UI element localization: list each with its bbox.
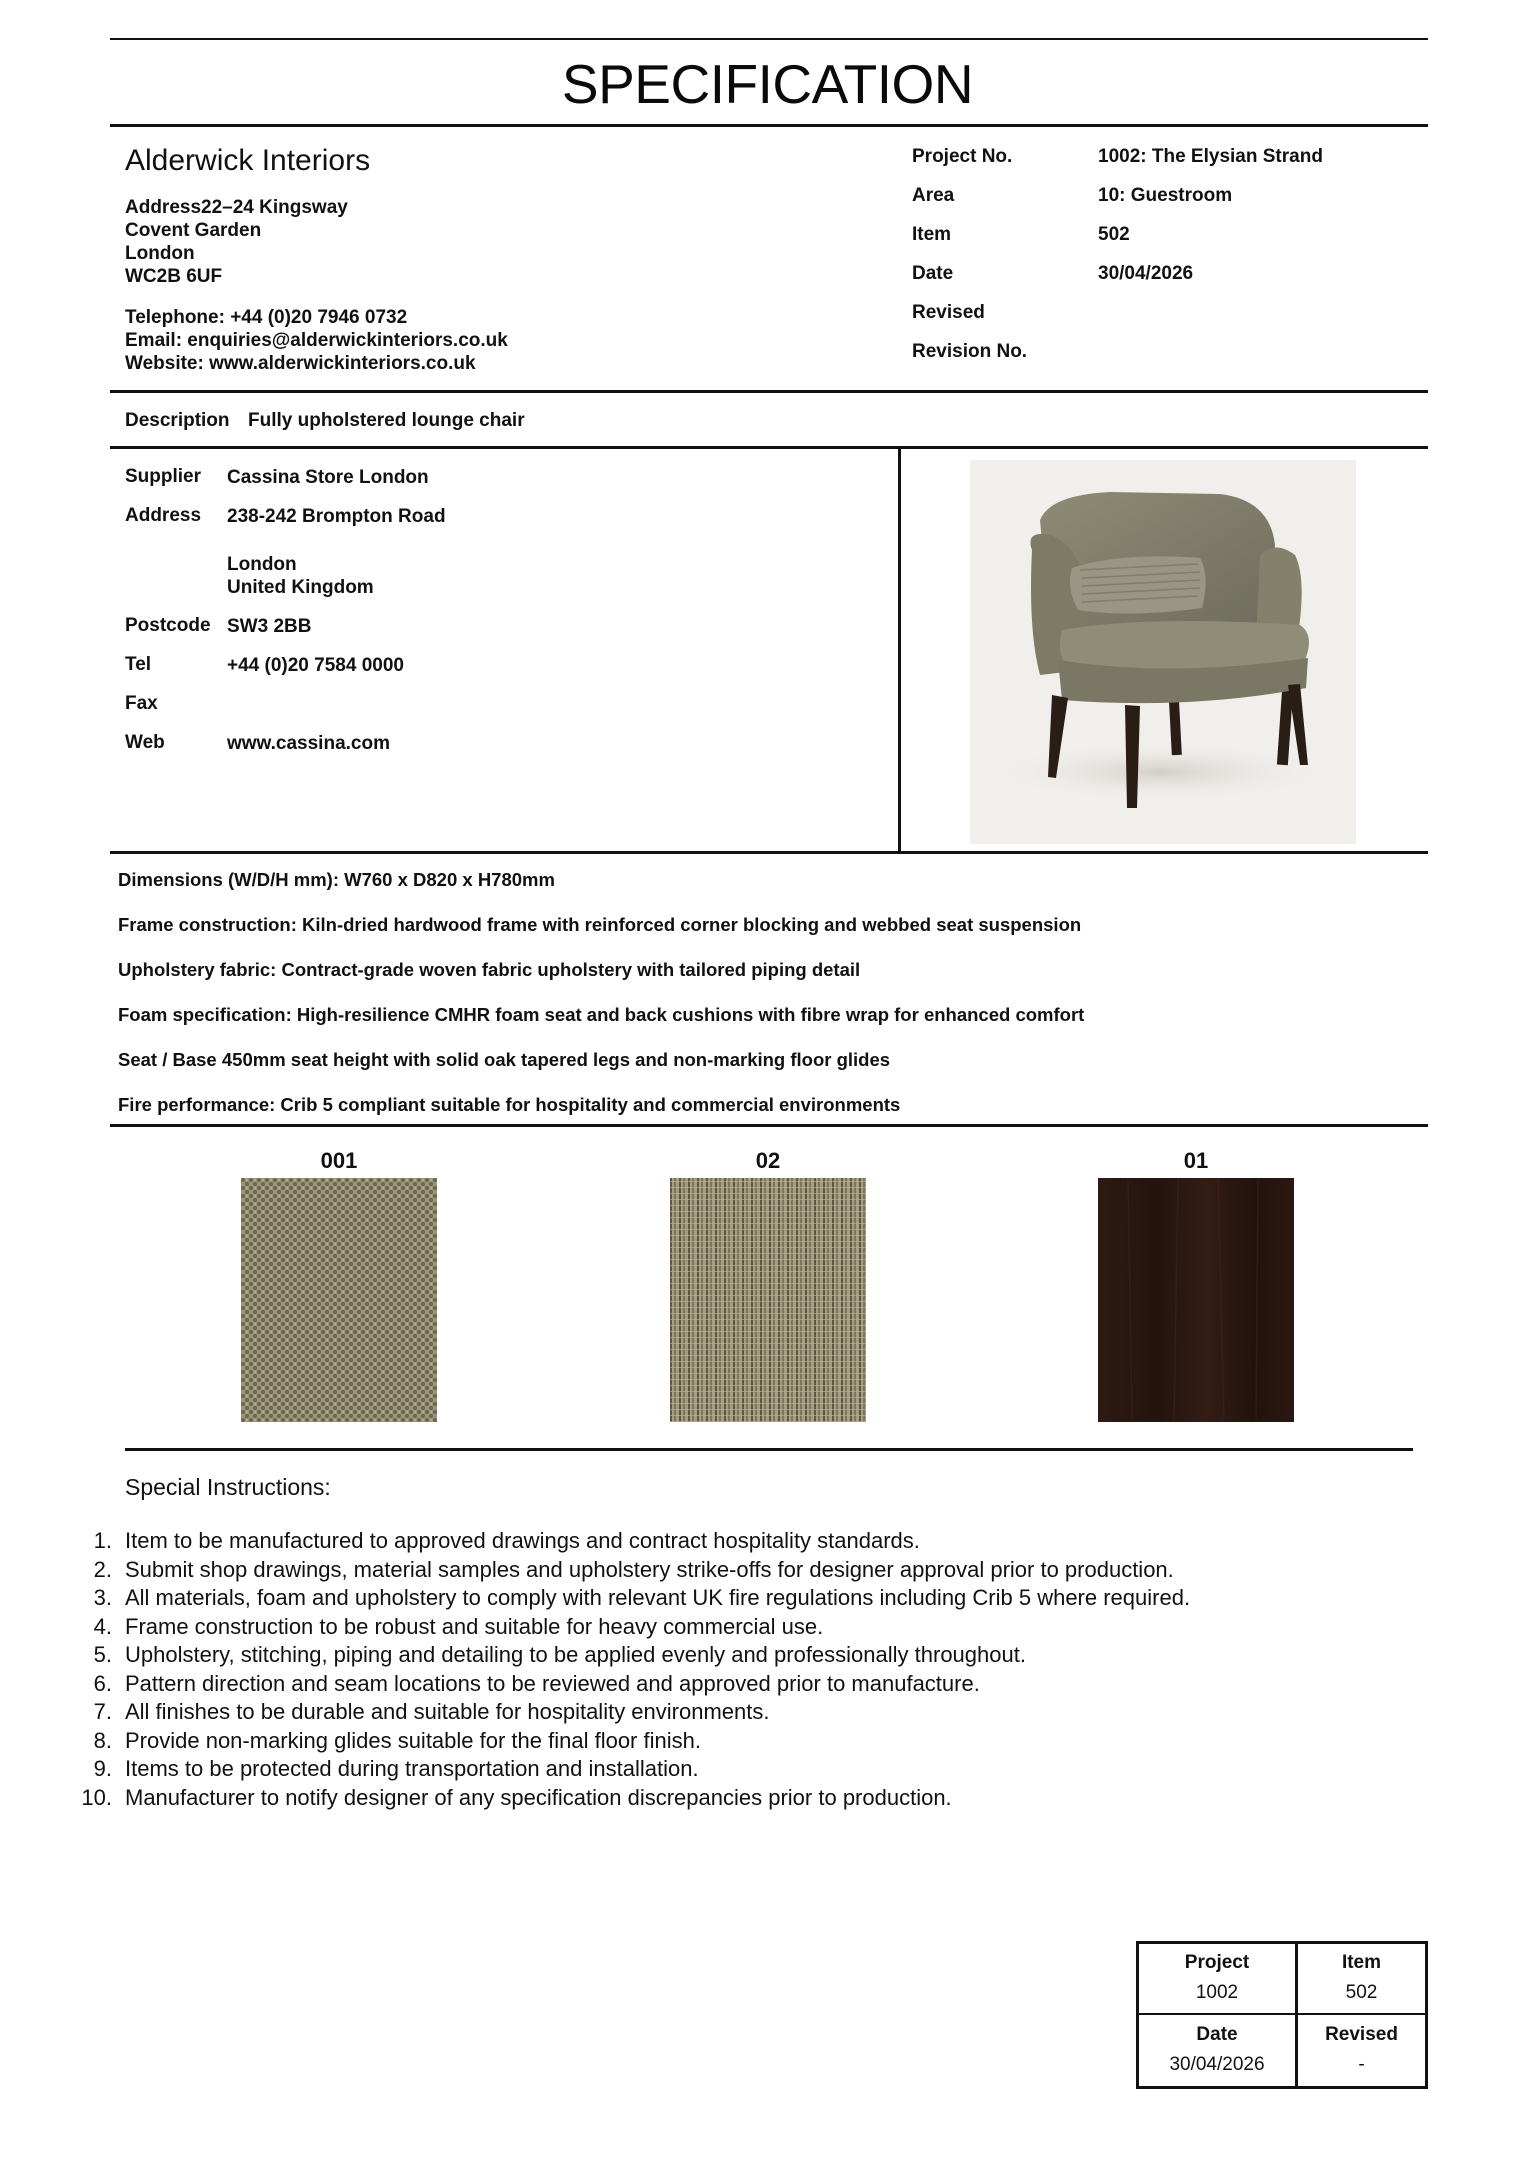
list-number: 4. (93, 1613, 112, 1639)
list-number: 3. (93, 1585, 112, 1610)
summary-project-value: 1002 (1195, 1982, 1239, 2003)
spec-label: Upholstery fabric: (118, 959, 277, 980)
project-no-value: 1002: The Elysian Strand (1098, 146, 1323, 167)
page-title: SPECIFICATION (561, 53, 974, 115)
swatch-code: 02 (755, 1148, 781, 1173)
spec-foam (118, 1004, 1084, 1026)
list-text: Upholstery, stitching, piping and detailing to be applied evenly and professionally throughout. (125, 1642, 1026, 1667)
revision-label: Revision No. (912, 341, 1028, 362)
company-address-line: London (125, 243, 195, 264)
company-address-line: Covent Garden (125, 220, 262, 241)
supplier-label: Supplier (125, 466, 202, 487)
date-label: Date (912, 263, 954, 284)
company-website: Website: www.alderwickinteriors.co.uk (125, 353, 476, 374)
project-no-label: Project No. (912, 146, 1013, 167)
web-label: Web (125, 732, 165, 753)
spec-value: 450mm seat height with solid oak tapered legs and non-marking floor glides (216, 1049, 891, 1070)
spec-value: Contract-grade woven fabric upholstery with tailored piping detail (276, 959, 861, 980)
fabric-swatch-02 (670, 1178, 866, 1422)
list-text: All materials, foam and upholstery to comply with relevant UK fire regulations including Crib 5 where required. (125, 1585, 1191, 1610)
list-number: 9. (93, 1756, 112, 1781)
spec-fire (118, 1094, 900, 1116)
spec-label: Frame construction: (118, 914, 297, 935)
product-image (970, 460, 1356, 844)
summary-item-label: Item (1341, 1952, 1382, 1973)
spec-label: Dimensions (W/D/H mm): (118, 869, 339, 890)
lounge-chair-illustration (970, 460, 1356, 844)
supplier-address-line: 238-242 Brompton Road (227, 506, 446, 527)
special-instructions-title: Special Instructions: (125, 1474, 331, 1500)
summary-project-cell (1139, 1948, 1295, 2008)
summary-item-cell (1298, 1948, 1425, 2008)
spec-frame (118, 914, 1081, 936)
supplier-address-line: United Kingdom (227, 577, 374, 598)
spec-value: Kiln-dried hardwood frame with reinforced corner blocking and webbed seat suspension (296, 914, 1082, 935)
spec-upholstery (118, 959, 860, 981)
revised-label: Revised (912, 302, 985, 323)
tel-value: +44 (0)20 7584 0000 (227, 655, 404, 676)
summary-revised-value: - (1358, 2054, 1365, 2075)
spec-value: High-resilience CMHR foam seat and back cushions with fibre wrap for enhanced comfort (291, 1004, 1085, 1025)
tel-label: Tel (125, 654, 152, 675)
top-rule (110, 38, 1428, 40)
item-value: 502 (1098, 224, 1130, 245)
spec-label: Seat / Base (118, 1049, 217, 1070)
spec-dimensions (118, 869, 555, 891)
summary-box (1136, 1941, 1428, 2089)
item-label: Item (912, 224, 952, 245)
list-number: 7. (93, 1699, 112, 1724)
vertical-divider (898, 449, 901, 851)
list-number: 6. (93, 1670, 112, 1696)
web-value: www.cassina.com (227, 733, 390, 754)
area-value: 10: Guestroom (1098, 185, 1233, 206)
spec-label: Fire performance: (118, 1094, 276, 1115)
list-text: All finishes to be durable and suitable for hospitality environments. (125, 1699, 770, 1724)
list-text: Pattern direction and seam locations to be reviewed and approved prior to manufacture. (125, 1670, 980, 1696)
description-row (125, 410, 525, 432)
date-value: 30/04/2026 (1098, 263, 1194, 284)
description-value: Fully upholstered lounge chair (248, 410, 525, 431)
summary-item-value: 502 (1345, 1982, 1378, 2003)
spec-label: Foam specification: (118, 1004, 292, 1025)
fabric-swatch-001 (241, 1178, 437, 1422)
divider (110, 446, 1428, 449)
list-text: Items to be protected during transportation and installation. (125, 1756, 699, 1781)
company-contact (125, 306, 508, 375)
divider (110, 851, 1428, 854)
postcode-value: SW3 2BB (227, 616, 312, 637)
woven-fabric-texture (241, 1178, 437, 1422)
company-address-line: Address22–24 Kingsway (125, 197, 348, 218)
list-text: Frame construction to be robust and suitable for heavy commercial use. (125, 1613, 824, 1639)
swatch-code: 01 (1183, 1148, 1209, 1173)
supplier-address-label: Address (125, 505, 202, 526)
divider (110, 1124, 1428, 1127)
postcode-label: Postcode (125, 615, 211, 636)
summary-date-cell (1139, 2020, 1295, 2080)
list-number: 2. (93, 1556, 112, 1582)
list-text: Submit shop drawings, material samples and upholstery strike-offs for designer approval prior to production. (125, 1556, 1174, 1582)
description-label: Description (125, 410, 230, 431)
summary-date-value: 30/04/2026 (1169, 2054, 1265, 2075)
summary-revised-cell (1298, 2020, 1425, 2080)
company-email: Email: enquiries@alderwickinteriors.co.uk (125, 330, 508, 351)
list-number: 5. (93, 1642, 112, 1667)
summary-revised-label: Revised (1325, 2024, 1398, 2045)
summary-box-hdivider (1139, 2013, 1425, 2015)
supplier-address-line: London (227, 554, 297, 575)
company-telephone: Telephone: +44 (0)20 7946 0732 (125, 307, 408, 328)
spec-value: Crib 5 compliant suitable for hospitality and commercial environments (275, 1094, 901, 1115)
dark-wood-texture (1098, 1178, 1294, 1422)
summary-date-label: Date (1196, 2024, 1238, 2045)
title-underline (110, 124, 1428, 127)
fax-label: Fax (125, 693, 158, 714)
list-number: 8. (93, 1727, 112, 1753)
summary-project-label: Project (1184, 1952, 1250, 1973)
striped-fabric-texture (670, 1178, 866, 1422)
divider (125, 1448, 1413, 1451)
timber-swatch-01 (1098, 1178, 1294, 1422)
company-address (125, 196, 348, 288)
list-text: Item to be manufactured to approved drawings and contract hospitality standards. (125, 1528, 920, 1553)
area-label: Area (912, 185, 955, 206)
spec-value: W760 x D820 x H780mm (338, 869, 555, 890)
list-text: Manufacturer to notify designer of any specification discrepancies prior to production. (125, 1784, 952, 1810)
company-name: Alderwick Interiors (125, 144, 371, 177)
supplier-value: Cassina Store London (227, 467, 429, 488)
spec-seat-base (118, 1049, 890, 1071)
swatch-code: 001 (320, 1148, 358, 1173)
list-number: 1. (93, 1528, 112, 1553)
list-number: 10. (81, 1784, 112, 1810)
company-address-line: WC2B 6UF (125, 266, 223, 287)
divider (110, 390, 1428, 393)
list-text: Provide non-marking glides suitable for the final floor finish. (125, 1727, 701, 1753)
